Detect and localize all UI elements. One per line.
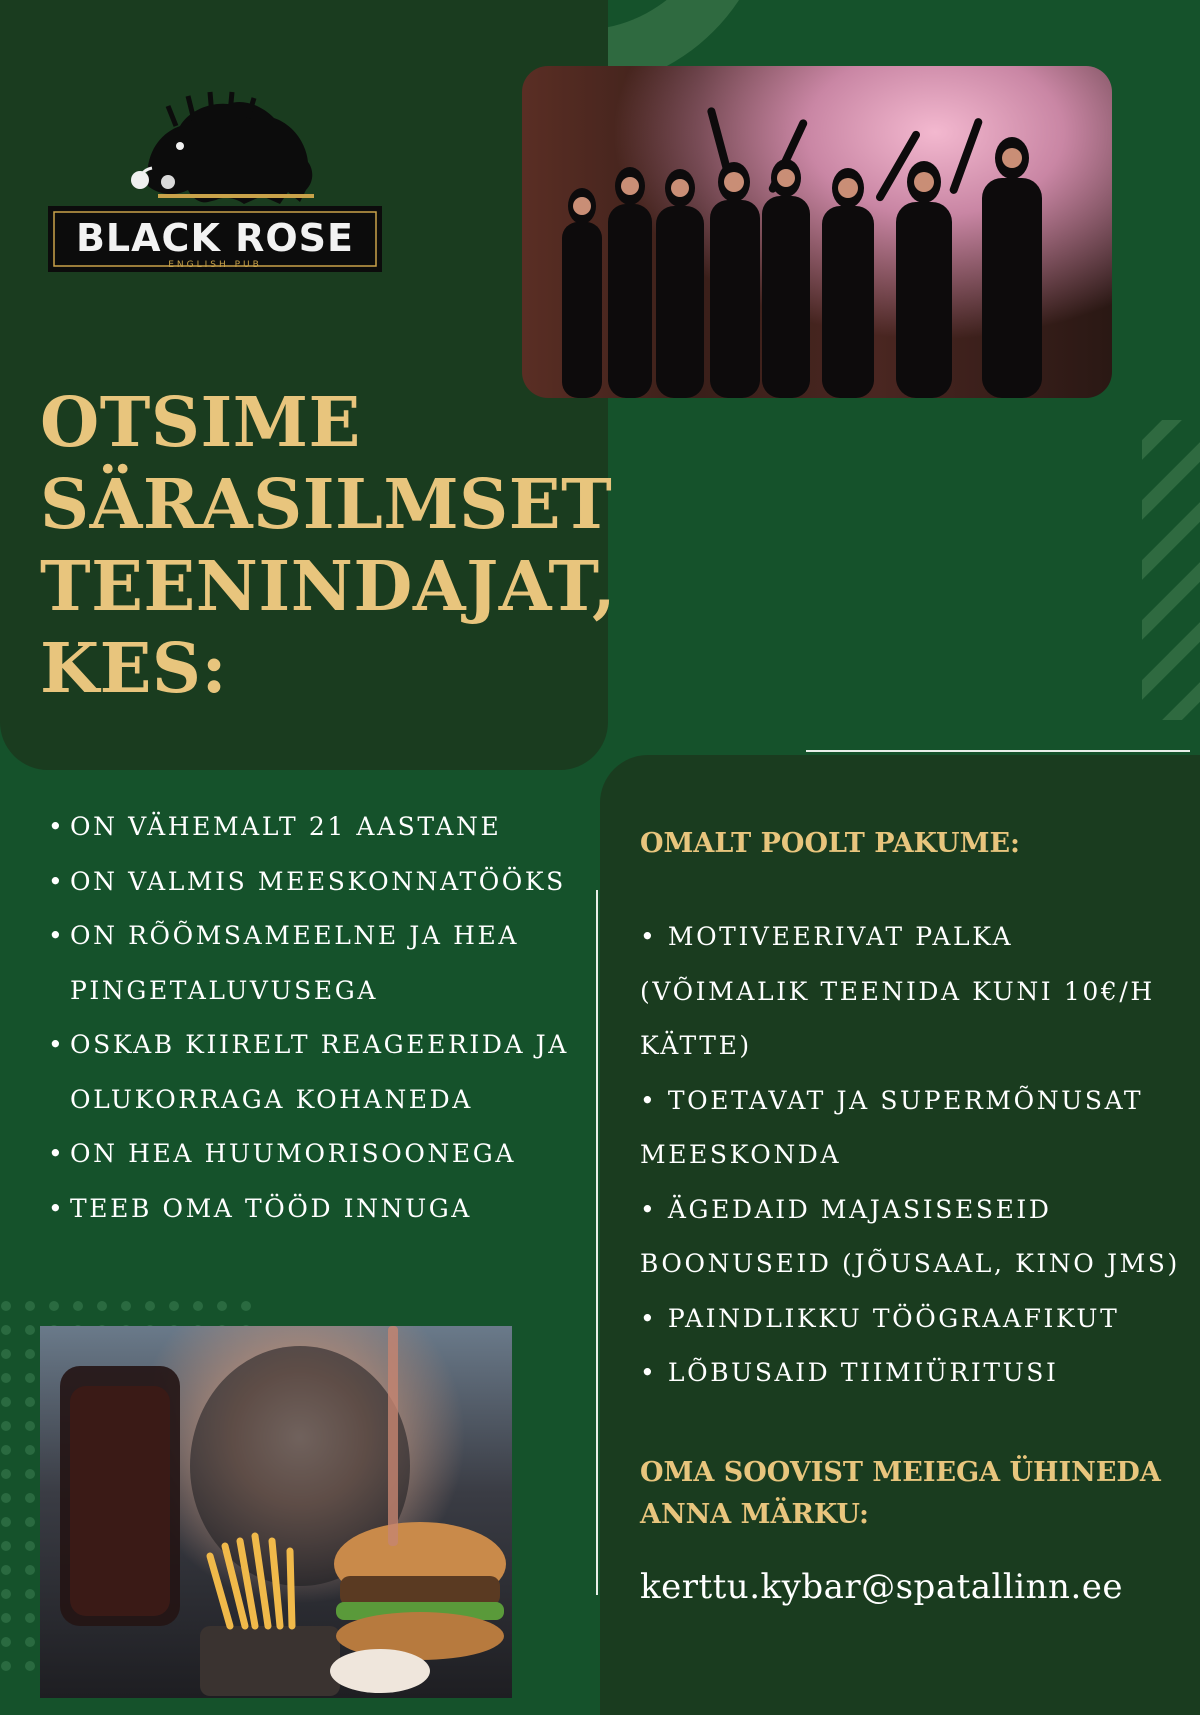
requirement-item: • OSKAB KIIRELT REAGEERIDA JA OLUKORRAGA KOHANEDA xyxy=(48,1018,588,1127)
headline-line: TEENINDAJAT, xyxy=(40,547,617,627)
divider-vertical xyxy=(596,890,598,1595)
headline-line: KES: xyxy=(40,629,228,709)
boar-icon xyxy=(131,92,314,204)
requirement-item: • ON HEA HUUMORISOONEGA xyxy=(48,1127,588,1182)
logo-tagline: ENGLISH PUB xyxy=(168,260,262,270)
requirement-item: • ON VALMIS MEESKONNATÖÖKS xyxy=(48,855,588,910)
black-rose-logo xyxy=(48,86,382,280)
team-photo xyxy=(522,66,1112,398)
offer-item: • TOETAVAT JA SUPERMÕNUSAT MEESKONDA xyxy=(640,1085,1144,1169)
requirements-list xyxy=(48,800,588,1236)
offer-item: • MOTIVEERIVAT PALKA (VÕIMALIK TEENIDA KUNI 10€/H KÄTTE) xyxy=(640,922,1155,1060)
requirement-item: • ON VÄHEMALT 21 AASTANE xyxy=(48,800,588,855)
offer-list xyxy=(640,910,1185,1401)
logo-wordmark: BLACK ROSE xyxy=(75,216,355,260)
headline xyxy=(40,382,617,710)
headline-line: OTSIME xyxy=(40,383,361,463)
join-heading: OMA SOOVIST MEIEGA ÜHINEDA ANNA MÄRKU: xyxy=(640,1457,1161,1530)
offer-item: • LÕBUSAID TIIMIÜRITUSI xyxy=(640,1358,1059,1387)
offer-item: • PAINDLIKKU TÖÖGRAAFIKUT xyxy=(640,1303,1120,1333)
offer-heading: OMALT POOLT PAKUME: xyxy=(640,828,1021,859)
requirement-item: • TEEB OMA TÖÖD INNUGA xyxy=(48,1182,588,1237)
divider-horizontal xyxy=(806,750,1190,752)
food-photo xyxy=(40,1326,512,1698)
offer-item: • ÄGEDAID MAJASISESEID BOONUSEID (JÕUSAAL, KINO JMS) xyxy=(640,1194,1180,1278)
headline-line: SÄRASILMSET xyxy=(40,465,613,545)
requirement-item: • ON RÕÕMSAMEELNE JA HEA PINGETALUVUSEGA xyxy=(48,909,588,1018)
contact-email[interactable]: kerttu.kybar@spatallinn.ee xyxy=(640,1567,1123,1607)
decorative-stripes xyxy=(1142,420,1200,720)
